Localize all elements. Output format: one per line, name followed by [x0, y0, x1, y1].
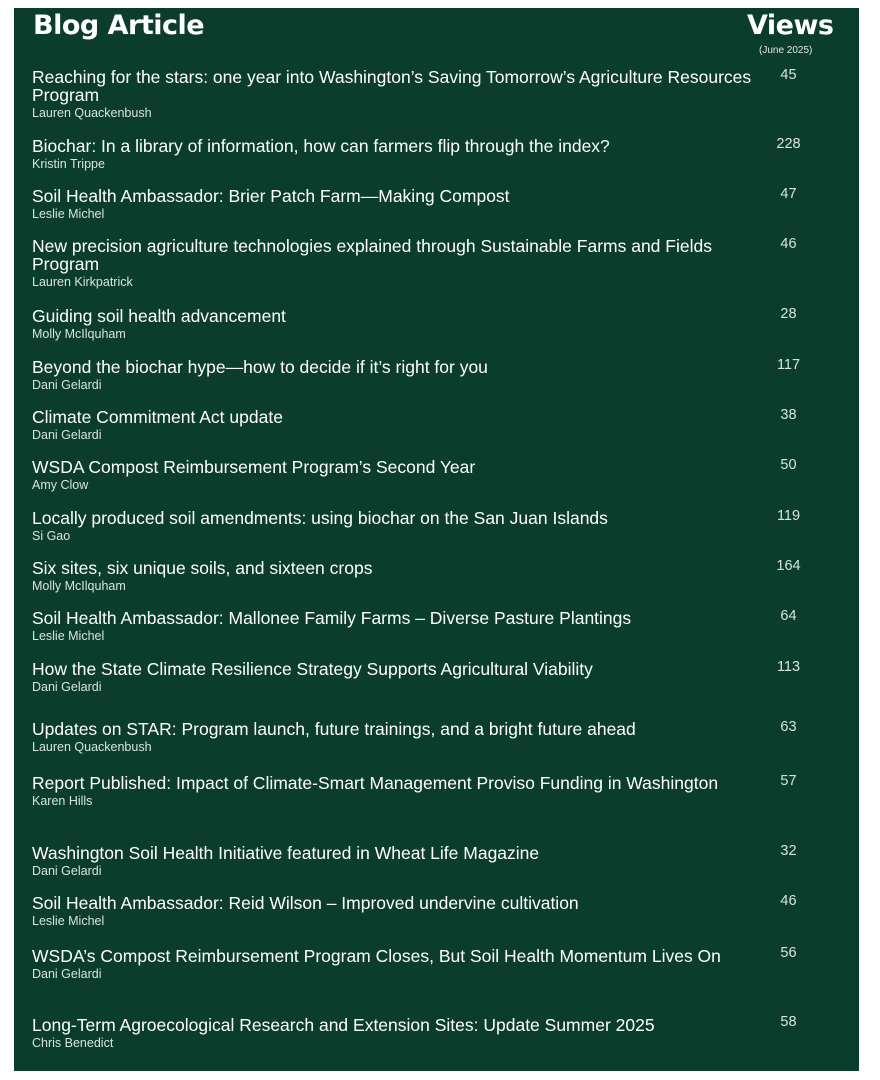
article-author: Molly McIlquham [32, 579, 126, 593]
article-title: Guiding soil health advancement [32, 306, 286, 326]
article-title: WSDA Compost Reimbursement Program’s Second Year [32, 457, 476, 477]
article-author: Dani Gelardi [32, 967, 102, 981]
article-title: Biochar: In a library of information, how can farmers flip through the index? [32, 136, 610, 156]
article-views: 228 [776, 136, 801, 152]
article-row [32, 458, 762, 492]
article-views: 46 [780, 893, 797, 909]
blog-article-header: Blog Article [33, 10, 205, 41]
article-views: 58 [780, 1014, 797, 1030]
article-title: Six sites, six unique soils, and sixteen crops [32, 558, 373, 578]
article-author: Kristin Trippe [32, 157, 105, 171]
article-views: 117 [776, 357, 801, 373]
article-views: 64 [780, 608, 797, 624]
article-row [32, 844, 762, 878]
article-author: Leslie Michel [32, 629, 105, 643]
article-views: 45 [780, 67, 797, 83]
article-title: Long-Term Agroecological Research and Extension Sites: Update Summer 2025 [32, 1015, 655, 1035]
article-row [32, 894, 762, 928]
article-title: Soil Health Ambassador: Reid Wilson – Improved undervine cultivation [32, 893, 579, 913]
article-author: Karen Hills [32, 794, 93, 808]
article-title: Climate Commitment Act update [32, 407, 283, 427]
article-author: Lauren Quackenbush [32, 740, 152, 754]
article-row [32, 720, 762, 754]
article-title: Soil Health Ambassador: Mallonee Family Farms – Diverse Pasture Plantings [32, 608, 632, 628]
article-title: Washington Soil Health Initiative featured in Wheat Life Magazine [32, 843, 540, 863]
article-title: New precision agriculture technologies explained through Sustainable Farms and Fields Program [32, 236, 712, 274]
article-views: 50 [780, 457, 797, 473]
views-header: Views [747, 10, 834, 41]
article-author: Lauren Quackenbush [32, 106, 152, 120]
article-author: Chris Benedict [32, 1036, 114, 1050]
article-row [32, 559, 762, 593]
article-title: WSDA’s Compost Reimbursement Program Closes, But Soil Health Momentum Lives On [32, 946, 721, 966]
article-row [32, 774, 762, 808]
article-row [32, 307, 762, 341]
article-title: Beyond the biochar hype—how to decide if it’s right for you [32, 357, 488, 377]
article-author: Dani Gelardi [32, 864, 102, 878]
article-views: 119 [776, 508, 801, 524]
article-row [32, 660, 762, 694]
article-row [32, 237, 762, 289]
article-views: 57 [780, 773, 797, 789]
article-title: How the State Climate Resilience Strategy Supports Agricultural Viability [32, 659, 593, 679]
article-row [32, 358, 762, 392]
article-views: 63 [780, 719, 797, 735]
article-author: Molly McIlquham [32, 327, 126, 341]
views-period: (June 2025) [759, 45, 813, 56]
article-author: Dani Gelardi [32, 378, 102, 392]
article-row [32, 408, 762, 442]
article-views: 46 [780, 236, 797, 252]
article-row [32, 187, 762, 221]
article-row [32, 609, 762, 643]
article-views: 164 [776, 558, 801, 574]
article-row [32, 1016, 762, 1050]
article-row [32, 137, 762, 171]
article-author: Dani Gelardi [32, 680, 102, 694]
article-views: 113 [776, 659, 801, 675]
article-row [32, 68, 762, 120]
article-author: Leslie Michel [32, 207, 105, 221]
article-author: Si Gao [32, 529, 71, 543]
article-title: Soil Health Ambassador: Brier Patch Farm—Making Compost [32, 186, 510, 206]
article-views: 56 [780, 945, 797, 961]
article-title: Locally produced soil amendments: using biochar on the San Juan Islands [32, 508, 608, 528]
article-title: Updates on STAR: Program launch, future trainings, and a bright future ahead [32, 719, 636, 739]
article-views: 28 [780, 306, 797, 322]
article-views: 38 [780, 407, 797, 423]
article-row [32, 947, 762, 981]
article-views: 32 [780, 843, 797, 859]
article-author: Lauren Kirkpatrick [32, 275, 133, 289]
article-views: 47 [780, 186, 797, 202]
article-row [32, 509, 762, 543]
article-title: Reaching for the stars: one year into Washington’s Saving Tomorrow’s Agriculture Resources Program [32, 67, 752, 105]
article-author: Leslie Michel [32, 914, 105, 928]
article-title: Report Published: Impact of Climate-Smart Management Proviso Funding in Washington [32, 773, 719, 793]
blog-views-table [14, 8, 859, 1071]
article-author: Dani Gelardi [32, 428, 102, 442]
article-author: Amy Clow [32, 478, 89, 492]
